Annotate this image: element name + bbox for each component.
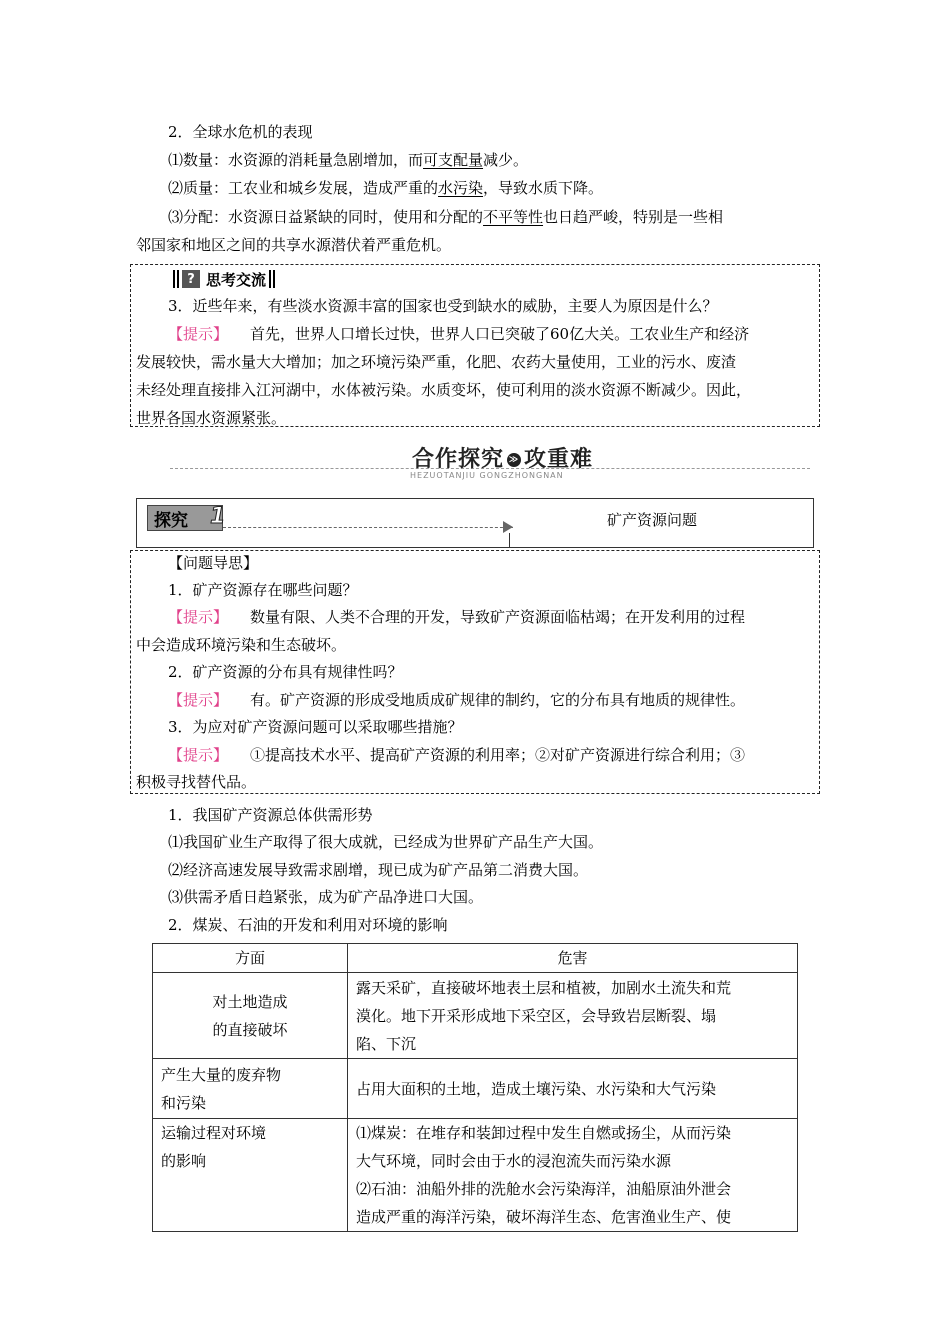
table-cell-aspect	[153, 1119, 348, 1232]
table-row	[153, 1119, 798, 1232]
table-header: 方面	[153, 944, 348, 973]
cell-line: 大气环境，同时会由于水的浸泡流失而污染水源	[356, 1152, 672, 1170]
cell-line: 对土地造成	[212, 992, 288, 1011]
think-title-text: 思考交流	[206, 270, 267, 289]
cell-line: 和污染	[161, 1093, 207, 1112]
cell-line: 的直接破坏	[212, 1020, 288, 1039]
explore-tag	[147, 504, 226, 531]
think-answer-line: 世界各国水资源紧张。	[136, 409, 287, 427]
banner-left: 合作探究	[412, 447, 505, 472]
water-continuation: 邻国家和地区之间的共享水源潜伏着严重危机。	[136, 236, 452, 254]
cell-line: ⑵石油：油船外排的洗舱水会污染海洋，油船原油外泄会	[356, 1180, 732, 1198]
underlined-term: 水污染	[438, 179, 484, 197]
guide-answer-line: 中会造成环境污染和生态破坏。	[136, 636, 347, 654]
item-text: 也日趋严峻，特别是一些相	[543, 208, 724, 226]
hint-label: 【提示】	[168, 608, 229, 626]
cell-line: 占用大面积的土地，造成土壤污染、水污染和大气污染	[356, 1079, 717, 1098]
banner-title	[412, 442, 593, 473]
cell-line: 运输过程对环境	[161, 1124, 267, 1142]
table-cell-harm	[348, 973, 798, 1059]
underlined-term: 不平等性	[483, 208, 544, 226]
banner-subtitle: HEZUOTANJIU GONGZHONGNAN	[410, 471, 564, 480]
explore-header	[136, 498, 814, 548]
explore-tag-text: 探究	[154, 510, 188, 531]
table-header-row	[153, 944, 798, 973]
question-icon: ?	[182, 270, 200, 288]
cell-line: 露天采矿，直接破坏地表土层和植被，加剧水土流失和荒	[356, 978, 732, 997]
cell-line: 造成严重的海洋污染，破坏海洋生态、危害渔业生产、使	[356, 1208, 732, 1226]
guide-label: 【问题导思】	[168, 554, 259, 572]
table-cell-harm	[348, 1119, 798, 1232]
cell-line: ⑴煤炭：在堆存和装卸过程中发生自燃或扬尘，从而污染	[356, 1124, 732, 1142]
mineral-heading: 1．我国矿产资源总体供需形势	[168, 806, 373, 824]
water-item-quantity	[168, 146, 528, 174]
explore-title: 矿产资源问题	[607, 511, 698, 529]
think-answer-line: 未经处理直接排入江河湖中，水体被污染。水质变坏，使可利用的淡水资源不断减少。因此，	[136, 381, 752, 399]
explore-number: 1	[210, 504, 226, 529]
table-cell-aspect	[153, 1059, 348, 1119]
cell-line: 产生大量的废弃物	[161, 1065, 282, 1084]
answer-text: ①提高技术水平、提高矿产资源的利用率；②对矿产资源进行综合利用；③	[250, 746, 746, 764]
cell-line: 漠化。地下开采形成地下采空区，会导致岩层断裂、塌	[356, 1006, 717, 1025]
item-text: ⑵质量：工农业和城乡发展，造成严重的	[168, 179, 439, 197]
mineral-item: ⑶供需矛盾日趋紧张，成为矿产品净进口大国。	[168, 888, 484, 906]
explore-divider	[509, 533, 510, 548]
hint-label: 【提示】	[168, 325, 229, 343]
table-cell-harm	[348, 1059, 798, 1119]
think-title	[170, 268, 278, 290]
item-text: ⑶分配：水资源日益紧缺的同时，使用和分配的	[168, 208, 484, 226]
item-text: ，导致水质下降。	[483, 179, 604, 197]
water-item-distribution	[168, 203, 723, 231]
item-text: 减少。	[483, 151, 529, 169]
explore-dashed-line	[223, 527, 513, 528]
guide-question: 1．矿产资源存在哪些问题？	[168, 581, 358, 599]
guide-answer-line: 积极寻找替代品。	[136, 773, 257, 791]
think-question: 3．近些年来，有些淡水资源丰富的国家也受到缺水的威胁，主要人为原因是什么？	[168, 297, 718, 315]
guide-answer-line	[168, 741, 745, 769]
answer-text: 首先，世界人口增长过快，世界人口已突破了60亿大关。工农业生产和经济	[250, 325, 750, 343]
water-crisis-heading: 2．全球水危机的表现	[168, 123, 313, 141]
mineral-item: ⑵经济高速发展导致需求剧增，现已成为矿产品第二消费大国。	[168, 861, 589, 879]
bar-icon	[173, 270, 179, 288]
banner-right: 攻重难	[524, 447, 594, 472]
section-banner	[170, 440, 810, 480]
hazard-table	[152, 943, 798, 1232]
table-header: 危害	[348, 944, 798, 973]
hint-label: 【提示】	[168, 746, 229, 764]
hint-label: 【提示】	[168, 691, 229, 709]
mineral-heading-2: 2．煤炭、石油的开发和利用对环境的影响	[168, 916, 448, 934]
mineral-item: ⑴我国矿业生产取得了很大成就，已经成为世界矿产品生产大国。	[168, 833, 604, 851]
underlined-term: 可支配量	[423, 151, 484, 169]
think-answer-line: 发展较快，需水量大大增加；加之环境污染严重，化肥、农药大量使用，工业的污水、废渣	[136, 353, 737, 371]
think-answer-line	[168, 320, 749, 348]
answer-text: 数量有限、人类不合理的开发，导致矿产资源面临枯竭；在开发利用的过程	[250, 608, 746, 626]
cell-line: 陷、下沉	[356, 1034, 417, 1053]
item-text: ⑴数量：水资源的消耗量急剧增加，而	[168, 151, 424, 169]
bar-icon	[269, 270, 275, 288]
water-item-quality	[168, 174, 603, 202]
guide-question: 3．为应对矿产资源问题可以采取哪些措施？	[168, 718, 463, 736]
guide-answer-line	[168, 686, 745, 714]
answer-text: 有。矿产资源的形成受地质成矿规律的制约，它的分布具有地质的规律性。	[250, 691, 746, 709]
table-row	[153, 973, 798, 1059]
guide-question: 2．矿产资源的分布具有规律性吗？	[168, 663, 403, 681]
arrow-icon: ≫	[508, 455, 520, 465]
guide-answer-line	[168, 603, 745, 631]
cell-line: 的影响	[161, 1152, 207, 1170]
table-row	[153, 1059, 798, 1119]
table-cell-aspect	[153, 973, 348, 1059]
arrow-right-icon	[503, 521, 513, 533]
